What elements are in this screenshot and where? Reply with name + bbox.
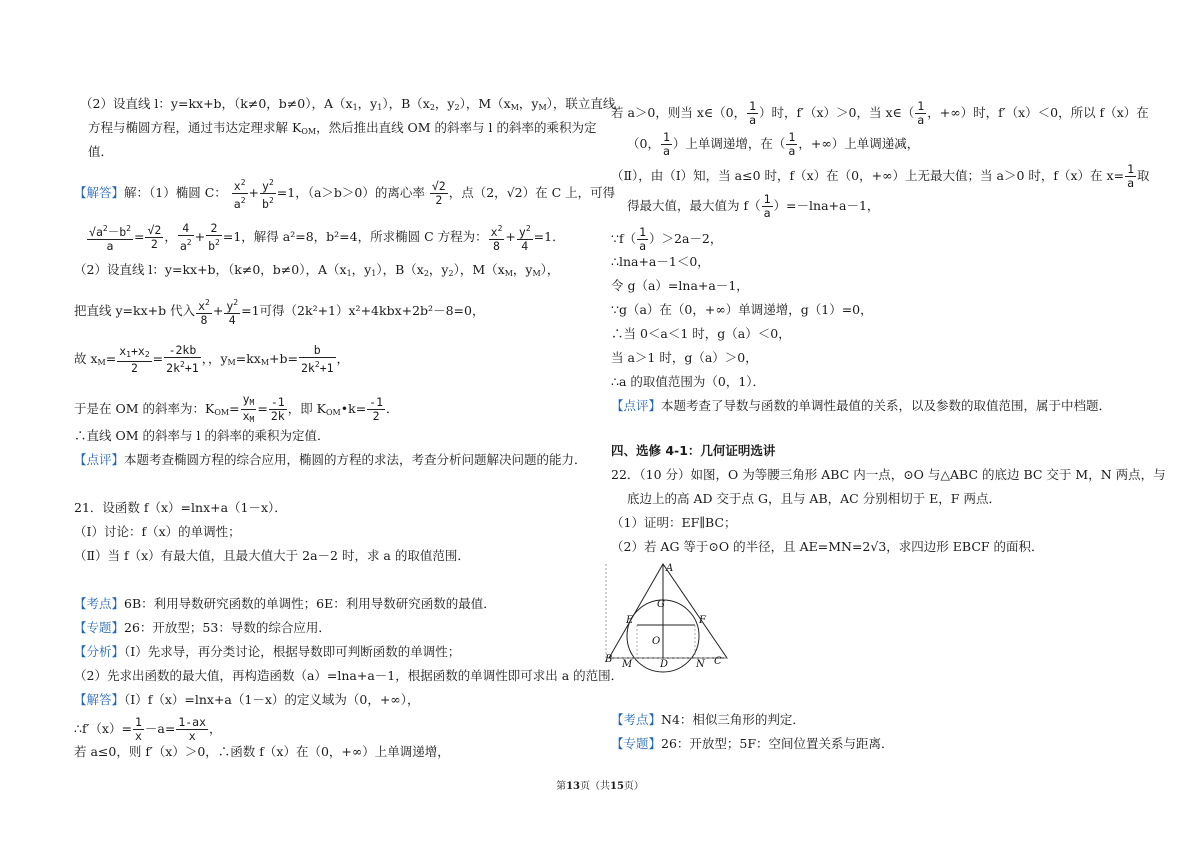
left-line-1: （2）设直线 l：y=kx+b，（k≠0，b≠0），$A(x_1$，$y_1$），$B(x_2$，$y_2$），$M(x_M$，$y_M$），联立直线 [80,96,616,112]
question-22: 22．（10 分）如图，O 为等腰三角形 ABC 内一点，⊙O 与△ABC 的底边 BC 交于 M，N 两点，与 [611,467,1166,482]
triangle-abc [609,564,727,658]
label-m: M [622,659,633,670]
kaodian-tag: 【考点】 [74,596,125,611]
right-line-7: 令 g（a）=lna+a－1， [611,278,749,293]
label-d: D [660,659,669,670]
label-e: E [626,615,634,626]
left-line-9: 于是在 OM 的斜率为：$K_{OM}=$ $\frac{y_M}{x_M}$ = $\frac{-1}{2k}$ ，即 $K_{OM}•k=$ $\frac{-1}{2}$ ． [74,392,399,424]
derivative-line: ∴f′（x）= $\frac{1}{x}$ －a= $\frac{1-ax}{x}$ ， [74,715,222,743]
right-line-6: ∴lna+a－1＜0， [611,254,710,269]
left-last-line: 若 a≤0，则 f′（x）＞0，∴函数 f（x）在（0，+∞）上单调递增， [74,744,450,759]
right-line-5: ∵f（ $\frac{1}{a}$ ）＞2a－2， [611,225,723,253]
right-kaodian-line: 【考点】N4：相似三角形的判定． [611,712,805,727]
right-zhuanti-line: 【专题】26：开放型；5F：空间位置关系与距离． [611,736,894,751]
current-page: 13 [566,781,580,792]
left-line-3: 值． [88,144,114,159]
fenxi-line-2: （2）先求出函数的最大值，再构造函数（a）=lna+a－1，根据函数的单调性即可求出 a 的范围． [74,668,624,683]
right-line-9: ∴当 0＜a＜1 时，g（a）＜0， [611,326,791,341]
right-line-10: 当 a＞1 时，g（a）＞0， [611,350,758,365]
question-22-part-1: （1）证明：EF∥BC； [611,515,737,530]
jieda-tag: 【解答】 [74,185,125,200]
label-c: C [714,656,722,667]
question-21-part-2: （Ⅱ）当 f（x）有最大值，且最大值大于 2a－2 时，求 a 的取值范围． [74,548,470,563]
label-g: G [657,599,665,610]
right-line-4: 得最大值，最大值为 f（ $\frac{1}{a}$ ）=－lna+a－1， [627,192,880,220]
left-line-11: 【点评】本题考查椭圆方程的综合应用，椭圆的方程的求法，考查分析问题解决问题的能力． [74,452,587,467]
label-b: B [605,654,613,665]
fenxi-tag: 【分析】 [74,644,125,659]
page-footer: 第13页（共15页） [556,781,644,792]
question-22-part-2: （2）若 AG 等于⊙O 的半径，且 AE=MN=2√3，求四边形 EBCF 的面积． [611,539,1044,554]
section-heading: 四、选修 4-1：几何证明选讲 [611,443,776,458]
total-pages: 15 [610,781,624,792]
geometry-figure [604,558,734,673]
dianping-tag: 【点评】 [74,452,125,467]
left-line-4: 【解答】解：（1）椭圆 C： $\frac{x^2}{a^2}$ + $\frac{y^2}{b^2}$ =1，（a＞b＞0）的离心率 $\frac{√2}{2}$ ，点（2，√2）在 C 上，可得 [74,178,616,211]
question-21: 21．设函数 f（x）=lnx+a（1－x）． [74,500,287,515]
left-line-2: 方程与椭圆方程，通过韦达定理求解 $K_{OM}$，然后推出直线 OM 的斜率与 l 的斜率的乘积为定 [88,120,597,136]
left-line-6: （2）设直线 l：y=kx+b，（k≠0，b≠0），$A(x_1$，$y_1$），$B(x_2$，$y_2$），$M(x_M$，$y_M$）， [74,262,560,278]
label-a: A [666,563,674,574]
label-f: F [699,615,706,626]
label-n: N [696,659,705,670]
left-line-5: $\frac{√a^2-b^2}{a}$ = $\frac{√2}{2}$ ， $\frac{4}{a^2}$ + $\frac{2}{b^2}$ =1，解得 a²=8，b²=4，所求椭圆 C 方程为： $\frac{x^2}{8}$ + $\frac{y^2}{4}$ =1． [89,221,565,253]
right-line-2: （0， $\frac{1}{a}$ ）上单调递增，在（ $\frac{1}{a}$ ，+∞）上单调递减， [627,130,920,158]
kaodian-line: 【考点】6B：利用导数研究函数的单调性；6E：利用导数研究函数的最值． [74,596,496,611]
right-dianping-line: 【点评】本题考查了导数与函数的单调性最值的关系，以及参数的取值范围，属于中档题． [611,398,1112,413]
right-line-1: 若 a＞0，则当 x∈（0， $\frac{1}{a}$ ）时，f′（x）＞0，当 x∈（ $\frac{1}{a}$ ，+∞）时，f′（x）＜0，所以 f（x）在 [611,99,1149,127]
right-line-3: （Ⅱ），由（Ⅰ）知，当 a≤0 时，f（x）在（0，+∞）上无最大值；当 a＞0 时，f（x）在 x= $\frac{1}{a}$ 取 [611,162,1150,190]
jieda-line-2: 【解答】（Ⅰ）f（x）=lnx+a（1－x）的定义域为（0，+∞）， [74,692,420,707]
zhuanti-tag: 【专题】 [74,620,125,635]
right-line-11: ∴a 的取值范围为（0，1）． [611,374,766,389]
fenxi-line: 【分析】（Ⅰ）先求导，再分类讨论，根据导数即可判断函数的单调性； [74,644,461,659]
right-line-8: ∵g（a）在（0，+∞）单调递增，g（1）=0， [611,302,873,317]
question-21-part-1: （Ⅰ）讨论：f（x）的单调性； [74,524,241,539]
zhuanti-line: 【专题】26：开放型；53：导数的综合应用． [74,620,331,635]
left-line-8: 故 $x_M=$ $\frac{x_1+x_2}{2}$ = $\frac{-2kb}{2k^2+1}$ ，，$y_M=kx_M+b=$ $\frac{b}{2k^2+1}$ ， [74,343,350,375]
left-line-7: 把直线 y=kx+b 代入 $\frac{x^2}{8}$ + $\frac{y^2}{4}$ =1可得（2k²+1）x²+4kbx+2b²－8=0， [74,298,485,327]
left-line-10: ∴直线 OM 的斜率与 l 的斜率的乘积为定值． [74,428,330,443]
question-22-line-2: 底边上的高 AD 交于点 G，且与 AB，AC 分别相切于 E，F 两点． [627,491,1001,506]
label-o: O [652,636,661,647]
